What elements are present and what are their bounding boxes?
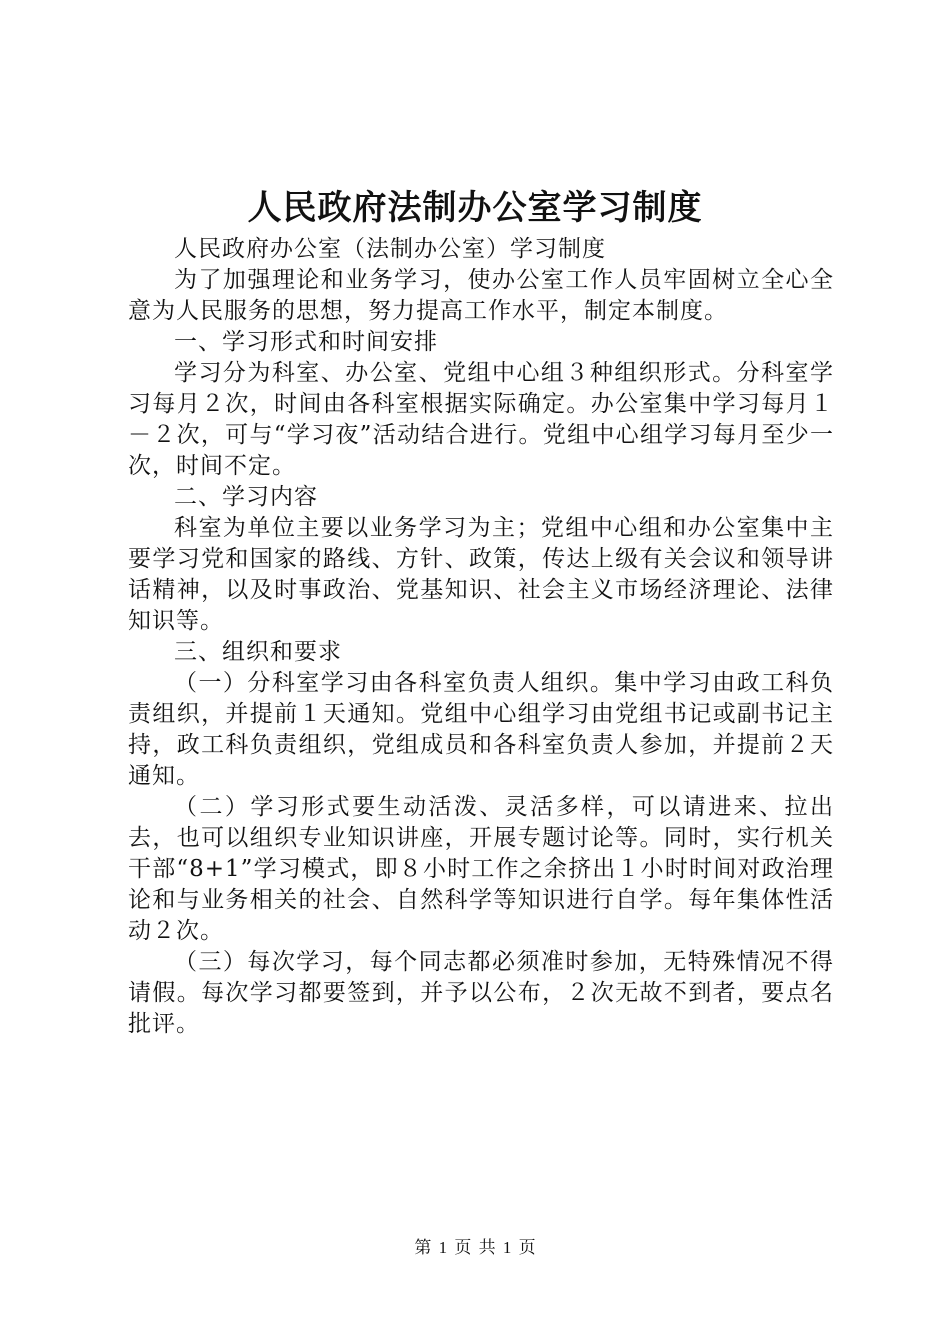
document-body	[128, 234, 834, 1040]
document-title: 人民政府法制办公室学习制度	[247, 188, 703, 228]
paragraph-section-1: 学习分为科室、办公室、党组中心组３种组织形式。分科室学习每月２次，时间由各科室根据实际确定。办公室集中学习每月１－２次，可与“学习夜”活动结合进行。党组中心组学习每月至少一次，时间不定。	[128, 360, 834, 479]
paragraph-subtitle: 人民政府办公室（法制办公室）学习制度	[174, 236, 606, 262]
section-heading-2: 二、学习内容	[174, 484, 318, 510]
section-heading-3: 三、组织和要求	[174, 639, 342, 665]
paragraph-section-2: 科室为单位主要以业务学习为主；党组中心组和办公室集中主要学习党和国家的路线、方针、政策，传达上级有关会议和领导讲话精神，以及时事政治、党基知识、社会主义市场经济理论、法律知识等。	[128, 515, 834, 634]
section-heading-1: 一、学习形式和时间安排	[174, 329, 438, 355]
paragraph-requirement-1: （一）分科室学习由各科室负责人组织。集中学习由政工科负责组织，并提前１天通知。党组中心组学习由党组书记或副书记主持，政工科负责组织，党组成员和各科室负责人参加，并提前２天通知。	[128, 670, 834, 789]
paragraph-requirement-2: （二）学习形式要生动活泼、灵活多样，可以请进来、拉出去，也可以组织专业知识讲座，开展专题讨论等。同时，实行机关干部“8+1”学习模式，即８小时工作之余挤出１小时时间对政治理论和与业务相关的社会、自然科学等知识进行自学。每年集体性活动２次。	[128, 794, 834, 944]
page-footer: 第 1 页 共 1 页	[414, 1238, 536, 1257]
paragraph-requirement-3: （三）每次学习，每个同志都必须准时参加，无特殊情况不得请假。每次学习都要签到，并予以公布，２次无故不到者，要点名批评。	[128, 949, 834, 1037]
paragraph-intro: 为了加强理论和业务学习，使办公室工作人员牢固树立全心全意为人民服务的思想，努力提高工作水平，制定本制度。	[128, 267, 834, 324]
